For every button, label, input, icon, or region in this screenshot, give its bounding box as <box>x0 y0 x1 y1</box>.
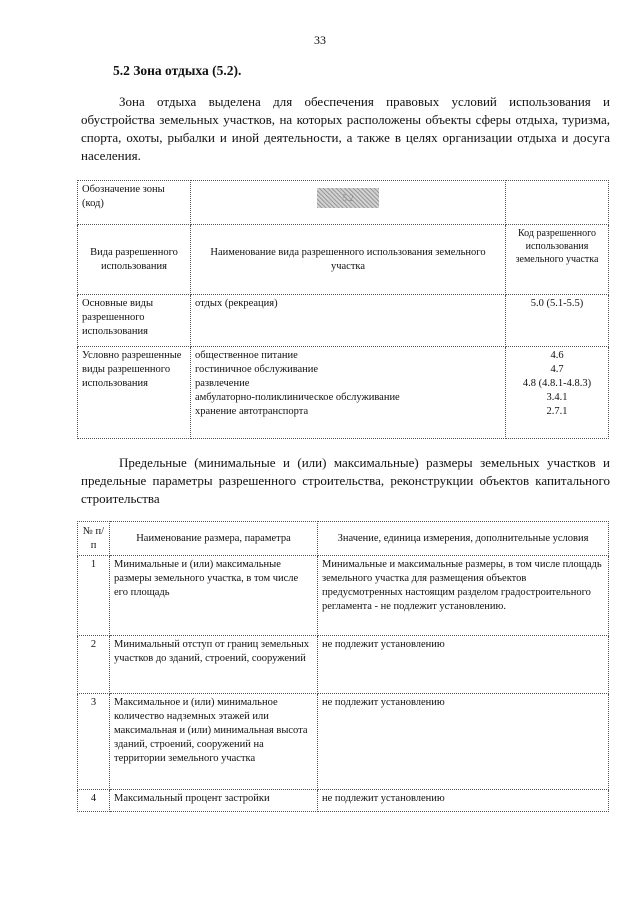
section-title: 5.2 Зона отдыха (5.2). <box>113 63 242 78</box>
use-code: 4.6 <box>550 350 564 361</box>
use-code: 2.7.1 <box>546 406 568 417</box>
use-name: общественное питание <box>195 350 298 361</box>
intro-paragraph: Зона отдыха выделена для обеспечения правовых условий использования и обустройства земельных участков, на которых расположены объекты сферы отдыха, туризма, спорта, охоты, рыбалки и иной деятельности, а также в целях организации отдыха и досуга населения. <box>81 94 610 163</box>
param-value: не подлежит установлению <box>318 636 609 694</box>
param-name: Минимальный отступ от границ земельных участков до зданий, строений, сооружений <box>110 636 318 694</box>
header-num: № п/п <box>78 522 110 556</box>
conditional-uses-codes <box>506 347 609 439</box>
zone-code-row <box>78 181 609 225</box>
use-name: отдых (рекреация) <box>195 298 278 309</box>
params-row <box>78 694 609 790</box>
header-code: Код разрешенного использования земельного участка <box>506 225 609 295</box>
params-table <box>77 521 609 812</box>
param-num: 4 <box>78 790 110 812</box>
header-param-name: Наименование размера, параметра <box>110 522 318 556</box>
zone-header-row <box>78 225 609 295</box>
main-uses-names <box>191 295 506 347</box>
zone-code-label: Обозначение зоны (код) <box>78 181 191 225</box>
header-param-value: Значение, единица измерения, дополнительные условия <box>318 522 609 556</box>
use-code: 5.0 (5.1-5.5) <box>530 298 584 309</box>
conditional-uses-type: Условно разрешенные виды разрешенного использования <box>78 347 191 439</box>
param-num: 1 <box>78 556 110 636</box>
param-value: не подлежит установлению <box>318 694 609 790</box>
use-name: гостиничное обслуживание <box>195 364 319 375</box>
params-header-row <box>78 522 609 556</box>
zone-code-empty <box>506 181 609 225</box>
main-uses-row <box>78 295 609 347</box>
conditional-uses-names <box>191 347 506 439</box>
main-uses-type: Основные виды разрешенного использования <box>78 295 191 347</box>
use-name: амбулаторно-поликлиническое обслуживание <box>195 392 400 403</box>
params-row <box>78 636 609 694</box>
use-code: 4.8 (4.8.1-4.8.3) <box>522 378 592 389</box>
param-value: Минимальные и максимальные размеры, в том числе площадь земельного участка для размещения объектов предусмотренных настоящим разделом градостроительного регламента - не подлежит установлению. <box>318 556 609 636</box>
param-name: Максимальное и (или) минимальное количество надземных этажей или максимальная и (или) минимальная высота зданий, строений, сооружений на территории земельного участка <box>110 694 318 790</box>
param-num: 2 <box>78 636 110 694</box>
zone-code-cell <box>191 181 506 225</box>
page-number: 33 <box>314 33 326 47</box>
zone-code-value: 5.2 <box>317 188 379 208</box>
main-uses-codes <box>506 295 609 347</box>
params-row <box>78 556 609 636</box>
param-value: не подлежит установлению <box>318 790 609 812</box>
header-use-type: Вида разрешенного использования <box>78 225 191 295</box>
param-name: Минимальные и (или) максимальные размеры земельного участка, в том числе его площадь <box>110 556 318 636</box>
param-name: Максимальный процент застройки <box>110 790 318 812</box>
use-name: хранение автотранспорта <box>195 406 309 417</box>
use-code: 3.4.1 <box>546 392 568 403</box>
header-use-name: Наименование вида разрешенного использования земельного участка <box>191 225 506 295</box>
zone-table <box>77 180 609 439</box>
param-num: 3 <box>78 694 110 790</box>
use-name: развлечение <box>195 378 250 389</box>
params-row <box>78 790 609 812</box>
conditional-uses-row <box>78 347 609 439</box>
use-code: 4.7 <box>550 364 564 375</box>
limits-paragraph: Предельные (минимальные и (или) максимальные) размеры земельных участков и предельные параметры разрешенного строительства, реконструкции объектов капитального строительства <box>81 455 610 506</box>
